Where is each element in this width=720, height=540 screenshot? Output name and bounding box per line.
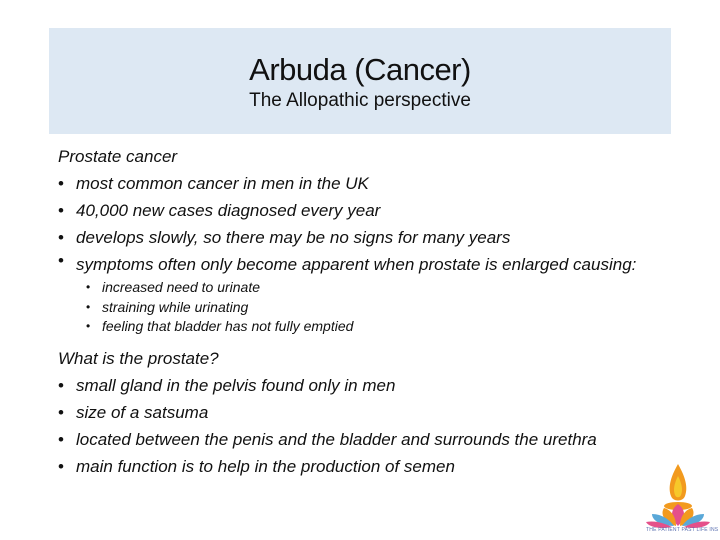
list-item: • 40,000 new cases diagnosed every year	[58, 197, 658, 224]
list-item: • main function is to help in the production of semen	[58, 453, 658, 480]
bullet-icon: •	[86, 280, 91, 294]
list-item: • small gland in the pelvis found only in men	[58, 372, 658, 399]
bullet-icon: •	[58, 251, 64, 270]
slide-subtitle: The Allopathic perspective	[249, 90, 471, 111]
list-item: • increased need to urinate	[86, 278, 658, 298]
section-heading-prostate-cancer: Prostate cancer	[58, 147, 178, 166]
title-banner	[49, 28, 671, 134]
list-item: • straining while urinating	[86, 298, 658, 318]
list-item: • located between the penis and the bladder and surrounds the urethra	[58, 426, 658, 453]
list-item: • develops slowly, so there may be no signs for many years	[58, 224, 658, 251]
slide-title: Arbuda (Cancer)	[249, 52, 471, 87]
list-item: • symptoms often only become apparent when prostate is enlarged causing:	[58, 251, 637, 274]
prostate-cancer-bullets	[58, 170, 658, 278]
bullet-icon: •	[58, 402, 64, 422]
list-item: • most common cancer in men in the UK	[58, 170, 658, 197]
slide-content	[58, 143, 658, 480]
bullet-icon: •	[58, 228, 64, 247]
symptom-sub-bullets	[58, 278, 658, 337]
prostate-definition-bullets	[58, 372, 658, 480]
list-item: • size of a satsuma	[58, 399, 658, 426]
bullet-icon: •	[58, 201, 64, 220]
bullet-icon: •	[58, 456, 64, 476]
bullet-icon: •	[86, 319, 91, 333]
section-heading-what-is-prostate: What is the prostate?	[58, 348, 219, 368]
logo-caption: THE PATIENT PAST LIFE INS	[646, 527, 719, 533]
bullet-icon: •	[58, 174, 64, 193]
bullet-icon: •	[86, 299, 91, 314]
bullet-icon: •	[58, 375, 64, 395]
bullet-icon: •	[58, 429, 64, 449]
list-item: • feeling that bladder has not fully emptied	[86, 317, 658, 337]
